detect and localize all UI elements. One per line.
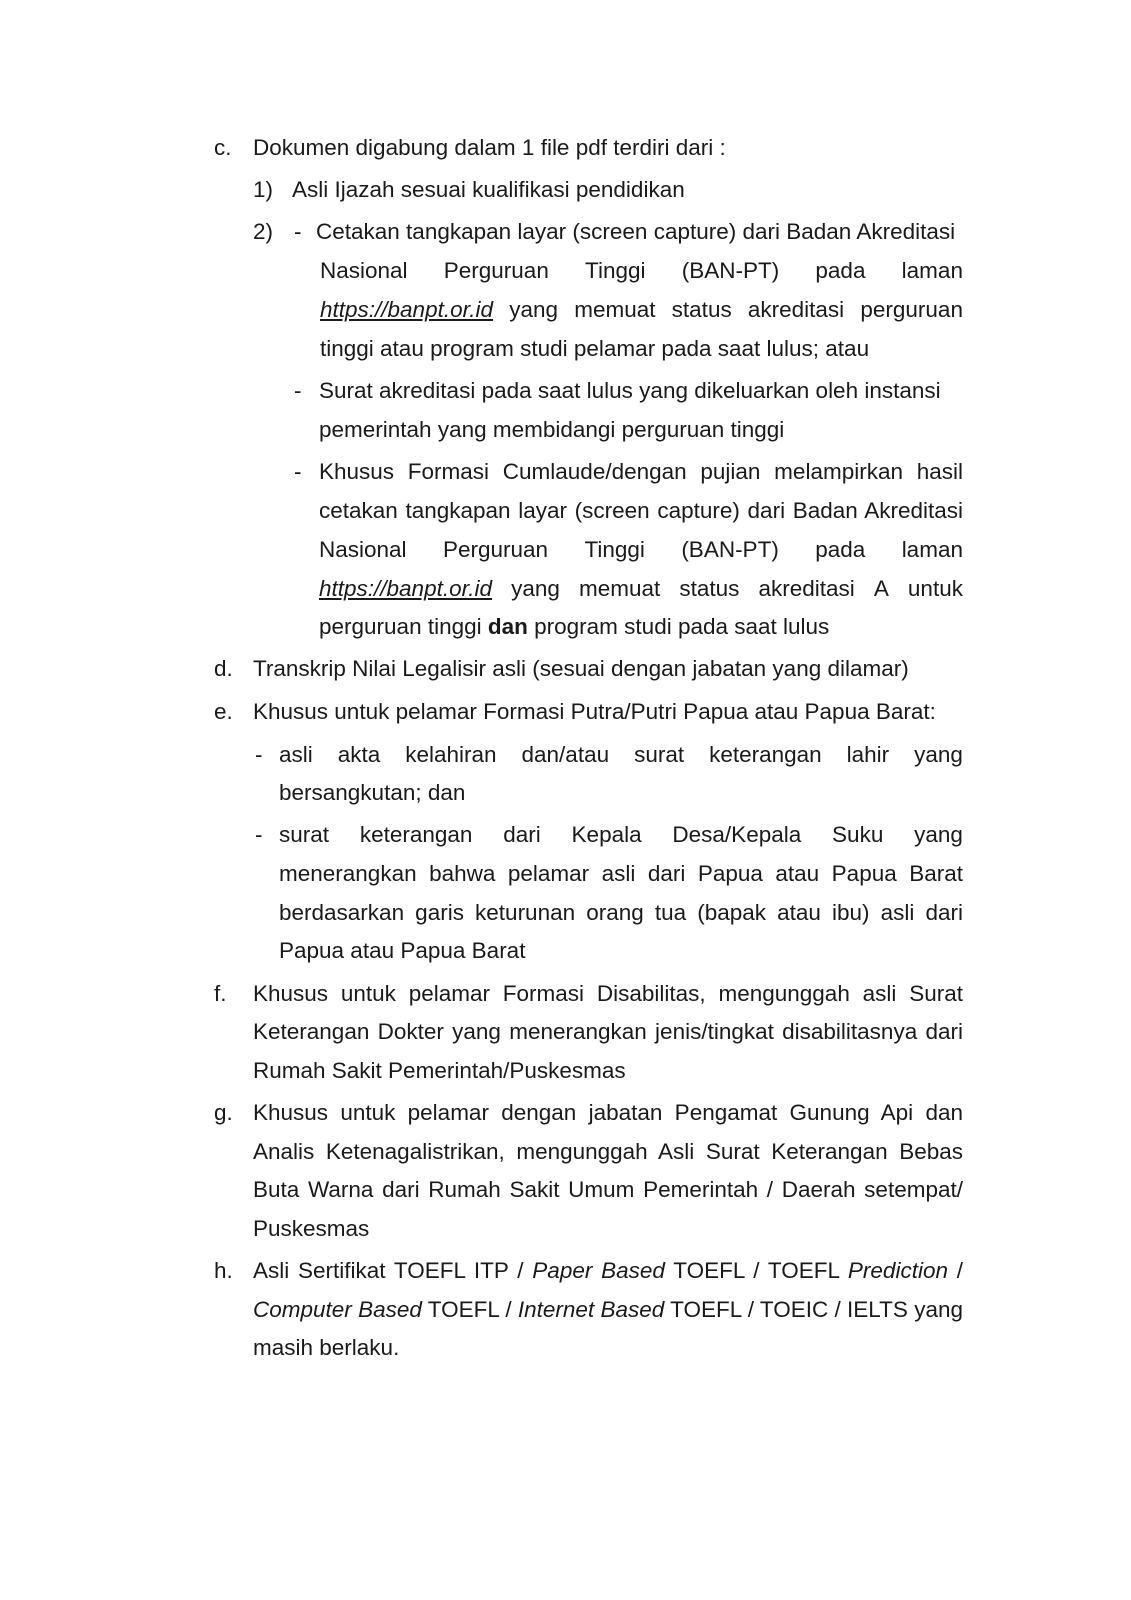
item-g-marker: g. <box>214 1100 233 1125</box>
sub2-bullet3-line4: https://banpt.or.id yang memuat status akreditasi A untuk <box>319 569 963 609</box>
e-bullet2-line4: Papua atau Papua Barat <box>279 938 526 963</box>
item-g-line1: Khusus untuk pelamar dengan jabatan Pengamat Gunung Api dan <box>253 1100 963 1125</box>
item-c-sub2-marker: 2) <box>253 219 274 244</box>
bullet-dash: - <box>294 378 302 403</box>
e-bullet1-line1: asli akta kelahiran dan/atau surat keterangan lahir yang <box>279 742 963 767</box>
banpt-link[interactable]: https://banpt.or.id <box>320 297 494 322</box>
item-h-line1: Asli Sertifikat TOEFL ITP / Paper Based TOEFL / TOEFL Prediction / <box>253 1258 963 1283</box>
item-d-marker: d. <box>214 656 233 681</box>
bullet-dash: - <box>294 459 302 484</box>
e-bullet2-line1: surat keterangan dari Kepala Desa/Kepala Suku yang <box>279 822 963 847</box>
item-g-line4: Puskesmas <box>253 1216 370 1241</box>
bullet-dash: - <box>255 742 263 767</box>
sub2-bullet3-line2: cetakan tangkapan layar (screen capture) dari Badan Akreditasi <box>319 498 963 523</box>
item-c-marker: c. <box>214 135 232 160</box>
item-g-line3: Buta Warna dari Rumah Sakit Umum Pemerintah / Daerah setempat/ <box>253 1177 963 1202</box>
item-e-marker: e. <box>214 699 233 724</box>
sub2-bullet2-line2: pemerintah yang membidangi perguruan tinggi <box>319 417 785 442</box>
sub2-bullet3-line5: perguruan tinggi dan program studi pada saat lulus <box>319 614 830 639</box>
sub2-bullet1-line1: Cetakan tangkapan layar (screen capture) dari Badan Akreditasi <box>316 219 956 244</box>
e-bullet2-line3: berdasarkan garis keturunan orang tua (bapak atau ibu) asli dari <box>279 900 963 925</box>
item-c-intro: Dokumen digabung dalam 1 file pdf terdiri dari : <box>253 135 726 160</box>
item-c-sub1-marker: 1) <box>253 177 274 202</box>
item-f-line1: Khusus untuk pelamar Formasi Disabilitas, mengunggah asli Surat <box>253 981 963 1006</box>
sub2-bullet3-line3: Nasional Perguruan Tinggi (BAN-PT) pada laman <box>319 537 963 562</box>
item-c-sub1-text: Asli Ijazah sesuai kualifikasi pendidikan <box>292 177 685 202</box>
sub2-bullet3-line1: Khusus Formasi Cumlaude/dengan pujian melampirkan hasil <box>319 459 963 484</box>
banpt-link[interactable]: https://banpt.or.id <box>319 576 493 601</box>
item-g-line2: Analis Ketenagalistrikan, mengunggah Asli Surat Keterangan Bebas <box>253 1139 963 1164</box>
sub2-bullet1-line2: Nasional Perguruan Tinggi (BAN-PT) pada laman <box>320 258 963 283</box>
item-f-marker: f. <box>214 981 227 1006</box>
e-bullet2-line2: menerangkan bahwa pelamar asli dari Papua atau Papua Barat <box>279 861 963 886</box>
item-h-line2: Computer Based TOEFL / Internet Based TOEFL / TOEIC / IELTS yang <box>253 1297 963 1322</box>
item-d-text: Transkrip Nilai Legalisir asli (sesuai dengan jabatan yang dilamar) <box>253 656 909 681</box>
item-f-line2: Keterangan Dokter yang menerangkan jenis/tingkat disabilitasnya dari <box>253 1019 963 1044</box>
sub2-bullet1-line4: tinggi atau program studi pelamar pada saat lulus; atau <box>320 336 870 361</box>
item-h-marker: h. <box>214 1258 233 1283</box>
sub2-bullet2-line1: Surat akreditasi pada saat lulus yang dikeluarkan oleh instansi <box>319 378 941 403</box>
sub2-bullet1-line3: https://banpt.or.id yang memuat status akreditasi perguruan <box>320 290 963 330</box>
item-f-line3: Rumah Sakit Pemerintah/Puskesmas <box>253 1058 626 1083</box>
item-e-intro: Khusus untuk pelamar Formasi Putra/Putri Papua atau Papua Barat: <box>253 699 936 724</box>
bullet-dash: - <box>294 219 302 244</box>
e-bullet1-line2: bersangkutan; dan <box>279 780 466 805</box>
item-h-line3: masih berlaku. <box>253 1335 400 1360</box>
bullet-dash: - <box>255 822 263 847</box>
